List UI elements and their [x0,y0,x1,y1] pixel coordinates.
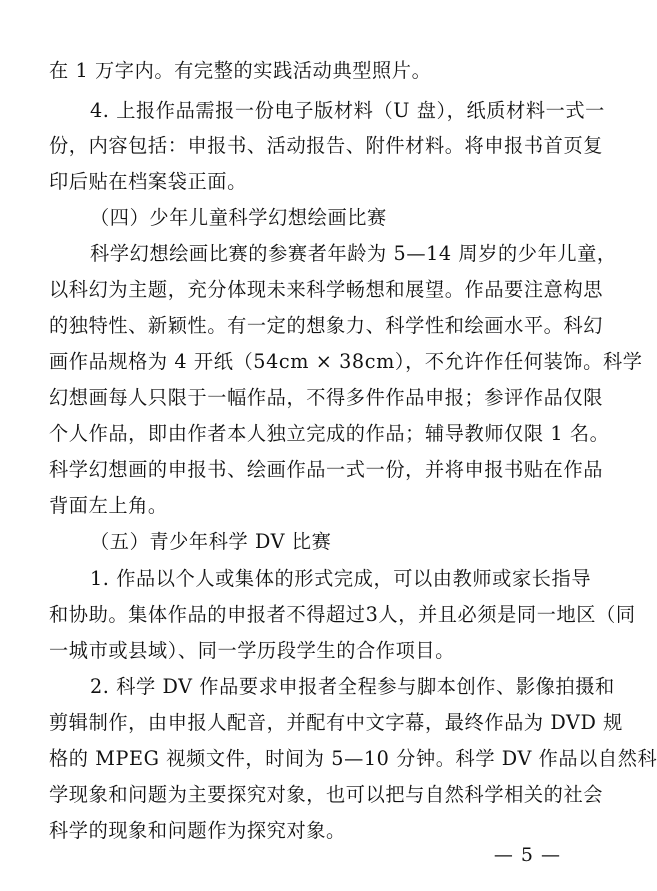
text-line: 剪辑制作，由申报人配音，并配有中文字幕，最终作品为 DVD 规 [49,711,623,734]
text-line: 2. 科学 DV 作品要求申报者全程参与脚本创作、影像拍摄和 [90,675,615,698]
text-line: 份，内容包括：申报书、活动报告、附件材料。将申报书首页复 [49,134,604,157]
text-line: 画作品规格为 4 开纸（54cm × 38cm），不允许作任何装饰。科学 [49,350,643,373]
text-line: 幻想画每人只限于一幅作品，不得多件作品申报；参评作品仅限 [49,386,604,409]
text-line: 1. 作品以个人或集体的形式完成，可以由教师或家长指导 [90,567,592,590]
text-line: 一城市或县域）、同一学历段学生的合作项目。 [49,639,455,662]
text-line: 背面左上角。 [49,494,168,517]
text-line: 印后贴在档案袋正面。 [49,170,247,193]
text-line: 在 1 万字内。有完整的实践活动典型照片。 [49,59,432,82]
text-line: 科学幻想绘画比赛的参赛者年龄为 5—14 周岁的少年儿童， [90,242,617,265]
text-line: 以科幻为主题，充分体现未来科学畅想和展望。作品要注意构思 [49,278,604,301]
text-line: 的独特性、新颖性。有一定的想象力、科学性和绘画水平。科幻 [49,314,604,337]
text-line: 格的 MPEG 视频文件，时间为 5—10 分钟。科学 DV 作品以自然科 [49,747,657,770]
text-line: 个人作品，即由作者本人独立完成的作品；辅导教师仅限 1 名。 [49,422,610,445]
section-heading: （五）青少年科学 DV 比赛 [90,530,332,553]
text-line: 科学的现象和问题作为探究对象。 [49,819,346,842]
text-line: 学现象和问题为主要探究对象，也可以把与自然科学相关的社会 [49,783,604,806]
text-line: 4. 上报作品需报一份电子版材料（U 盘），纸质材料一式一 [90,99,605,122]
page-number: — 5 — [493,844,561,866]
text-line: 和协助。集体作品的申报者不得超过3人，并且必须是同一地区（同 [49,603,636,626]
text-line: 科学幻想画的申报书、绘画作品一式一份，并将申报书贴在作品 [49,458,604,481]
section-heading: （四）少年儿童科学幻想绘画比赛 [90,206,387,229]
